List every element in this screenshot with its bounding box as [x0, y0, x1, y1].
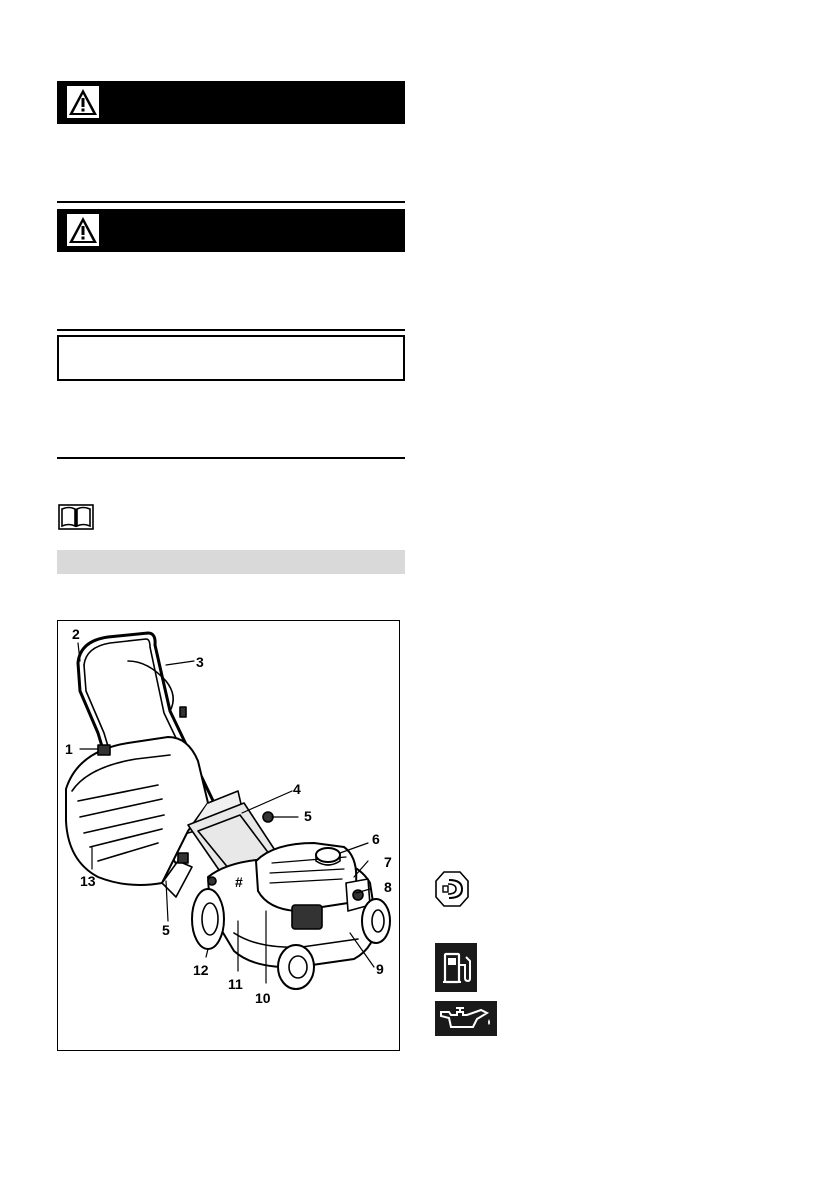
callout-5-right: 5 [304, 808, 312, 824]
manual-book-icon [58, 504, 94, 535]
callout-12: 12 [193, 962, 209, 978]
fuel-pump-icon [435, 943, 477, 997]
callout-4: 4 [293, 781, 301, 797]
callout-9: 9 [376, 961, 384, 977]
callout-6: 6 [372, 831, 380, 847]
warning-bar-1 [57, 81, 405, 124]
warning-triangle-icon [67, 214, 99, 246]
warning-bar-2 [57, 209, 405, 252]
callout-7: 7 [384, 854, 392, 870]
callout-13: 13 [80, 873, 96, 889]
callout-hash: # [235, 874, 243, 890]
callout-8: 8 [384, 879, 392, 895]
callout-11: 11 [228, 976, 243, 992]
oil-can-icon [435, 1001, 497, 1041]
lawn-mower-figure [57, 620, 400, 1051]
callout-1: 1 [65, 741, 73, 757]
warning-triangle-icon [67, 86, 99, 118]
callout-5-left: 5 [162, 922, 170, 938]
section-divider [57, 457, 405, 459]
notice-box [57, 335, 405, 381]
section-divider [57, 329, 405, 331]
callout-2: 2 [72, 626, 80, 642]
section-divider [57, 201, 405, 203]
callout-3: 3 [196, 654, 204, 670]
choke-icon [435, 871, 469, 912]
section-heading-band [57, 550, 405, 574]
callout-10: 10 [255, 990, 271, 1006]
